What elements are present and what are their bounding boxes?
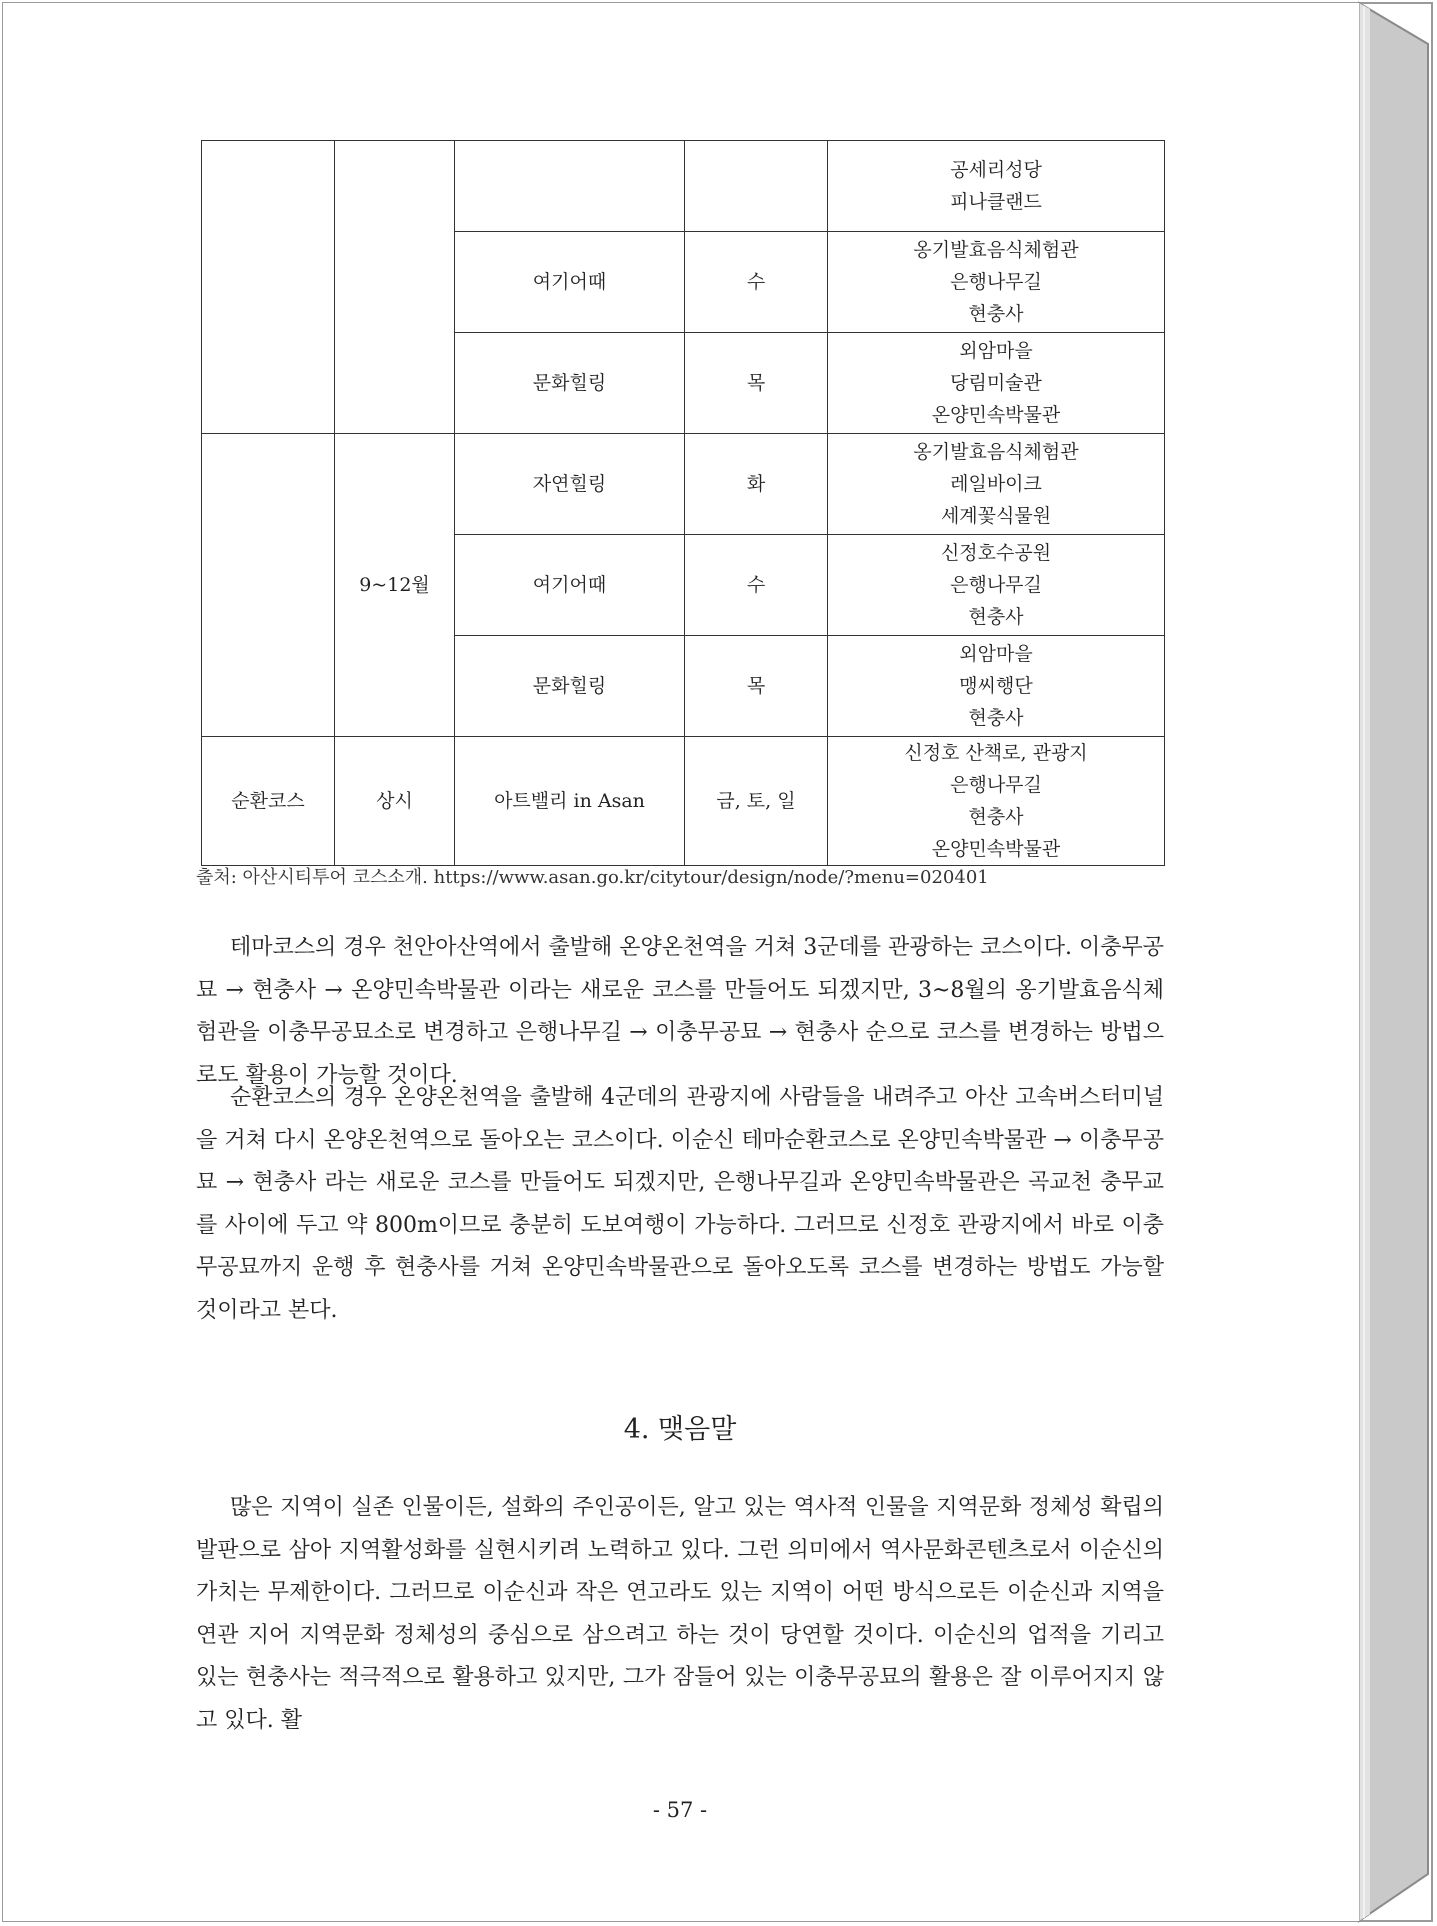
page-number: - 57 - [652, 1798, 708, 1822]
place: 외암마을 [959, 643, 1033, 665]
table-cell-course: 자연힐링 [455, 434, 685, 535]
paragraph-circular-course: 순환코스의 경우 온양온천역을 출발해 4군데의 관광지에 사람들을 내려주고 아산 고속버스터미널을 거쳐 다시 온양온천역으로 돌아오는 코스이다. 이순신 테마순환코스로 온양민속박물관 → 이충무공묘 → 현충사 라는 새로운 코스를 만들어도 되겠지만, 은행나무길과 온양민속박물관은 곡교천 충무교를 사이에 두고 약 800m이므로 충분히 도보여행이 가능하다. 그러므로 신정호 관광지에서 바로 이충무공묘까지 운행 후 현충사를 거쳐 온양민속박물관으로 돌아오도록 코스를 변경하는 방법도 가능할 것이라고 본다. [196, 1085, 1164, 1323]
table-cell-day [685, 141, 828, 232]
place: 세계꽃식물원 [940, 505, 1052, 527]
table-cell-period: 상시 [335, 737, 455, 866]
paragraph-conclusion: 많은 지역이 실존 인물이든, 설화의 주인공이든, 알고 있는 역사적 인물을 지역문화 정체성 확립의 발판으로 삼아 지역활성화를 실현시키려 노력하고 있다. 그런 의미에서 역사문화콘텐츠로서 이순신의 가치는 무제한이다. 그러므로 이순신과 작은 연고라도 있는 지역이 어떤 방식으로든 이순신과 지역을 연관 지어 지역문화 정체성의 중심으로 삼으려고 하는 것이 당연할 것이다. 이순신의 업적을 기리고 있는 현충사는 적극적으로 활용하고 있지만, 그가 잠들어 있는 이충무공묘의 활용은 잘 이루어지지 않고 있다. 활 [196, 1495, 1164, 1733]
table-cell-course: 여기어때 [455, 535, 685, 636]
table-cell-day: 목 [685, 333, 828, 434]
place: 온양민속박물관 [931, 838, 1061, 860]
table-source-note: 출처: 아산시티투어 코스소개. https://www.asan.go.kr/citytour/design/node/?menu=020401 [196, 867, 989, 888]
table-cell-course: 아트밸리 in Asan [455, 737, 685, 866]
table-cell-places [828, 141, 1165, 232]
place: 온양민속박물관 [931, 404, 1061, 426]
place: 신정호 산책로, 관광지 [904, 742, 1088, 764]
table-row [202, 434, 1165, 535]
place: 당림미술관 [950, 372, 1042, 394]
table-cell-day: 화 [685, 434, 828, 535]
table-cell-places [828, 232, 1165, 333]
place: 옹기발효음식체험관 [913, 441, 1079, 463]
place: 현충사 [968, 606, 1024, 628]
place: 레일바이크 [950, 473, 1042, 495]
table-cell-places [828, 434, 1165, 535]
table-row [202, 737, 1165, 866]
table-cell-course: 여기어때 [455, 232, 685, 333]
table-cell-places [828, 636, 1165, 737]
place: 신정호수공원 [940, 542, 1052, 564]
place: 맹씨행단 [959, 675, 1033, 697]
place: 은행나무길 [950, 271, 1042, 293]
table-row [202, 141, 1165, 232]
place: 피나클랜드 [950, 191, 1042, 213]
table-cell-course: 문화힐링 [455, 333, 685, 434]
place: 공세리성당 [950, 159, 1042, 181]
table-cell-period [335, 141, 455, 434]
table-cell-day: 수 [685, 232, 828, 333]
place: 옹기발효음식체험관 [913, 239, 1079, 261]
table-cell-day: 수 [685, 535, 828, 636]
place: 외암마을 [959, 340, 1033, 362]
table-cell-course [455, 141, 685, 232]
section-title: 4. 맺음말 [623, 1414, 737, 1445]
table-cell-group [202, 434, 335, 737]
city-tour-course-table [201, 140, 1165, 866]
place: 현충사 [968, 707, 1024, 729]
place: 현충사 [968, 806, 1024, 828]
place: 현충사 [968, 303, 1024, 325]
table-cell-period: 9~12월 [335, 434, 455, 737]
table-cell-group [202, 141, 335, 434]
table-cell-group: 순환코스 [202, 737, 335, 866]
paragraph-theme-course: 테마코스의 경우 천안아산역에서 출발해 온양온천역을 거쳐 3군데를 관광하는 코스이다. 이충무공묘 → 현충사 → 온양민속박물관 이라는 새로운 코스를 만들어도 되겠지만, 3~8월의 옹기발효음식체험관을 이충무공묘소로 변경하고 은행나무길 → 이충무공묘 → 현충사 순으로 코스를 변경하는 방법으로도 활용이 가능할 것이다. [196, 935, 1165, 1088]
table-cell-places [828, 535, 1165, 636]
table-cell-day: 금, 토, 일 [685, 737, 828, 866]
place: 은행나무길 [950, 774, 1042, 796]
table-cell-places [828, 333, 1165, 434]
table-cell-course: 문화힐링 [455, 636, 685, 737]
place: 은행나무길 [950, 574, 1042, 596]
table-cell-day: 목 [685, 636, 828, 737]
table-cell-places [828, 737, 1165, 866]
